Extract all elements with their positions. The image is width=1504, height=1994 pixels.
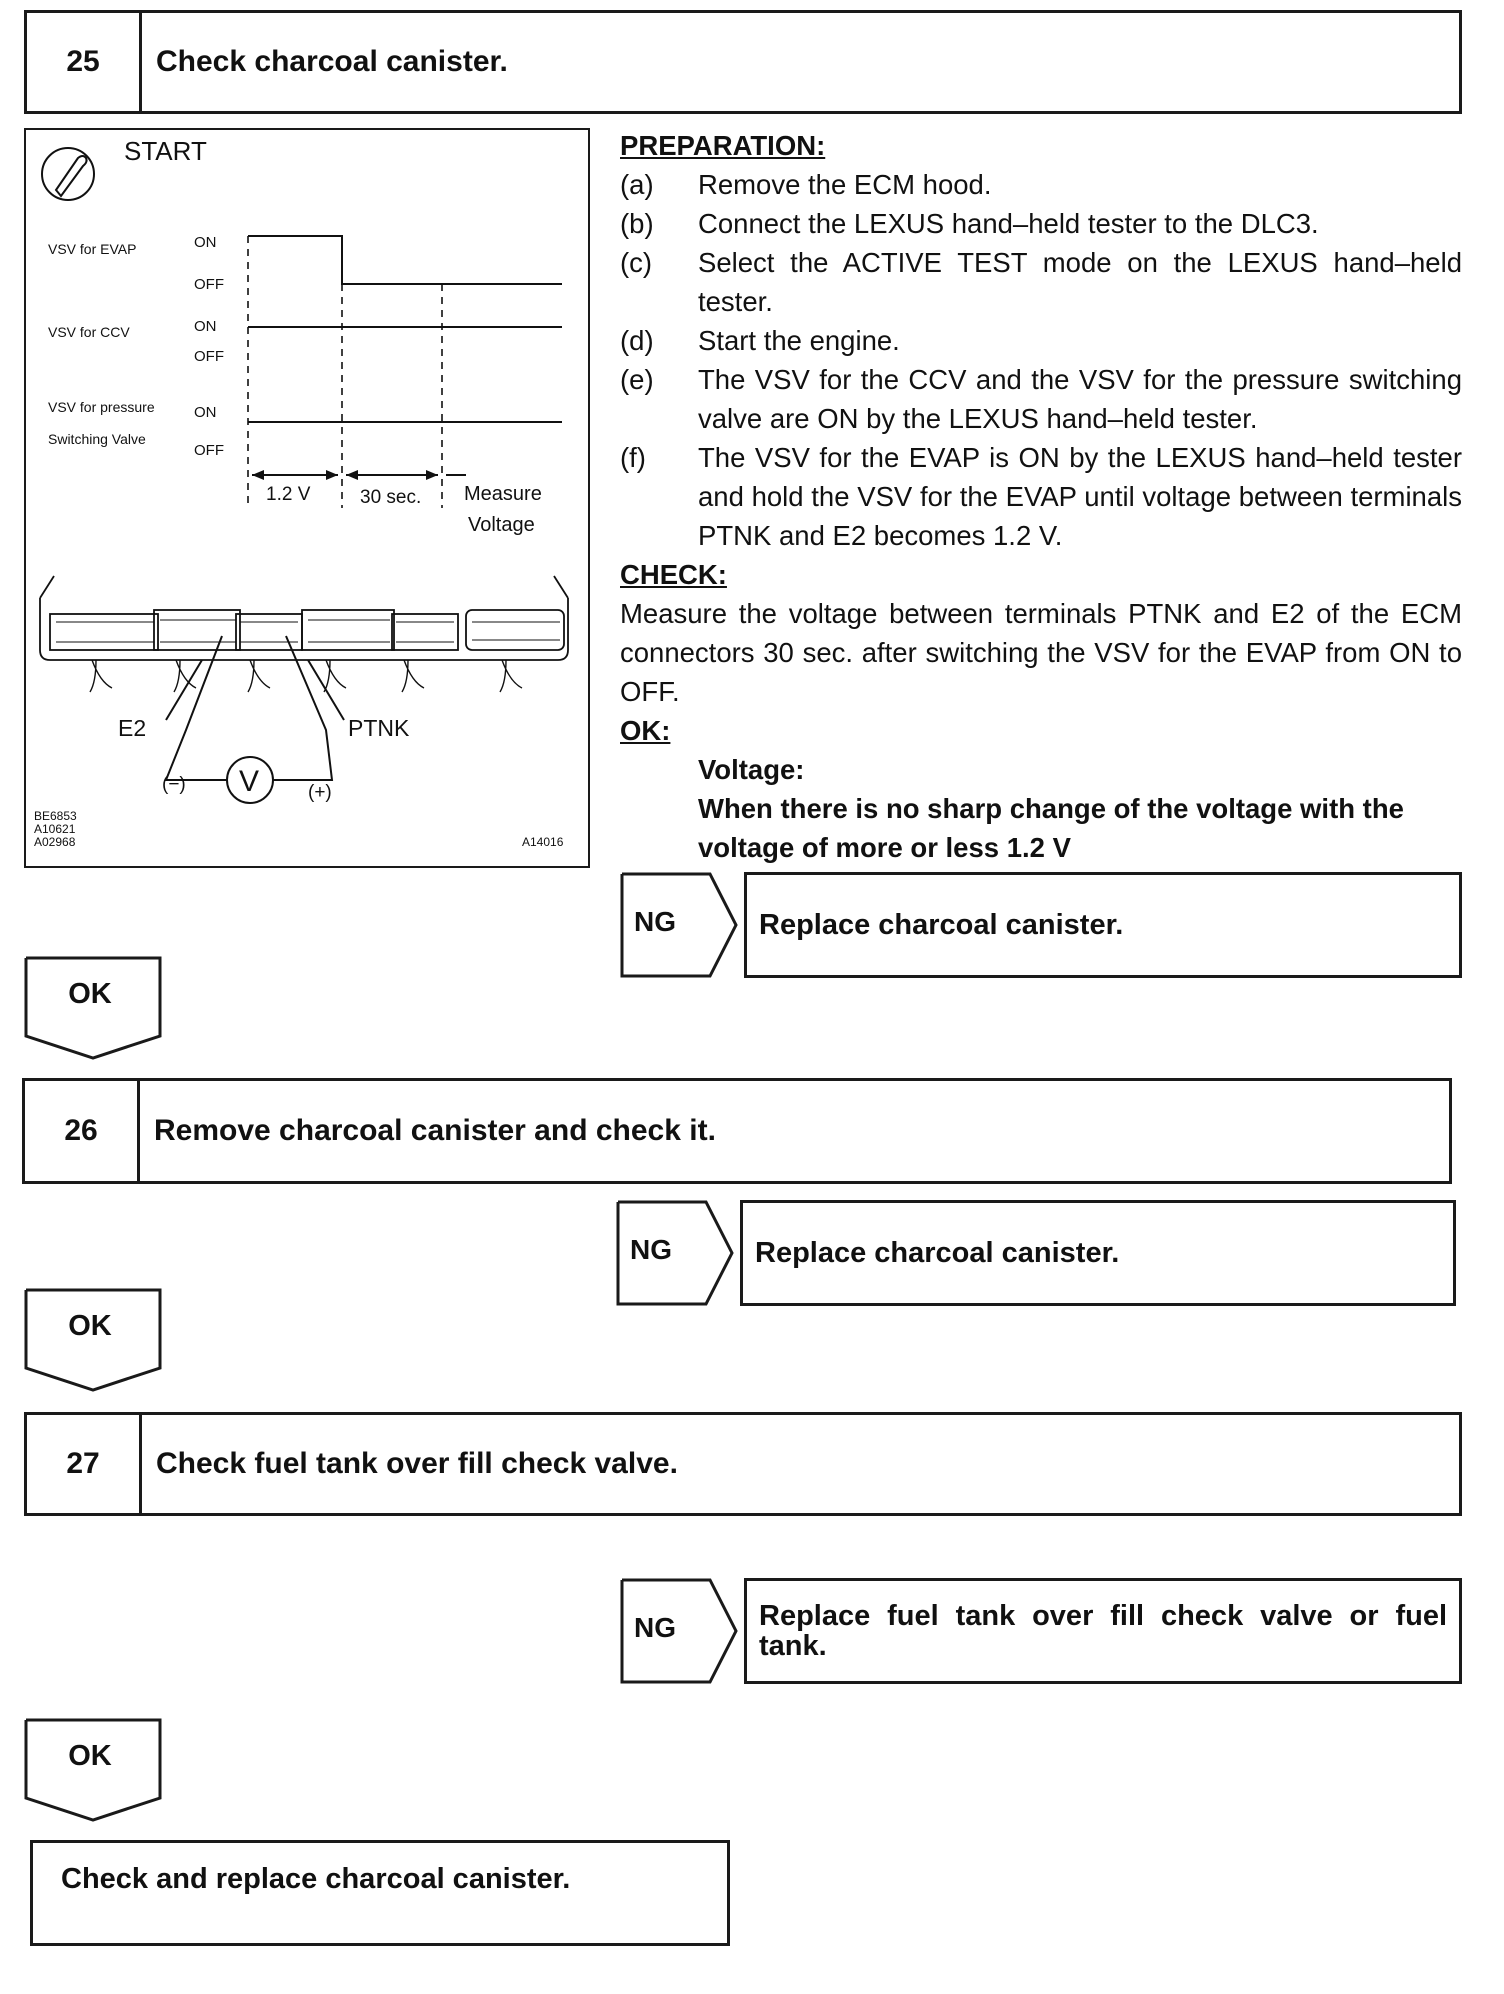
step-number: 27 (27, 1415, 142, 1513)
prep-item: (e) The VSV for the CCV and the VSV for the pressure switching valve are ON by the LEXUS hand–held tester. (620, 364, 1462, 434)
ng-arrow: NG (616, 1200, 734, 1306)
step-25-header (24, 10, 1462, 114)
figure-code: A10621 (34, 822, 76, 836)
wire-harness (90, 660, 522, 692)
check-text: Measure the voltage between terminals PTNK and E2 of the ECM connectors 30 sec. after switching the VSV for the EVAP from ON to OFF. (620, 598, 1462, 707)
ok-flow-25 (24, 956, 164, 1060)
ok-label: OK (68, 1740, 112, 1772)
voltmeter-symbol: V (239, 765, 260, 798)
waveforms (248, 236, 562, 422)
step-title: Check fuel tank over fill check valve. (156, 1447, 678, 1480)
figure-code: A02968 (34, 835, 76, 849)
row-off-ccv: OFF (194, 348, 224, 365)
figure-code: BE6853 (34, 809, 77, 823)
step-27-header (24, 1412, 1462, 1516)
preparation-heading: PREPARATION: (620, 130, 826, 161)
figure-id: A14016 (522, 835, 564, 849)
step-title: Remove charcoal canister and check it. (154, 1114, 716, 1147)
ng-arrow: NG (620, 1578, 738, 1684)
final-action-box: Check and replace charcoal canister. (30, 1840, 730, 1946)
prep-item: (b) Connect the LEXUS hand–held tester to the DLC3. (620, 208, 1319, 239)
check-heading: CHECK: (620, 559, 727, 590)
interval-2-label: 30 sec. (360, 487, 422, 508)
ok-flow-27 (24, 1718, 164, 1822)
row-label-ccv: VSV for CCV (48, 324, 130, 340)
row-on-psv: ON (194, 404, 217, 421)
ng-arrow: NG (620, 872, 738, 978)
ng-result-27 (620, 1578, 1462, 1684)
step-number: 26 (25, 1081, 140, 1181)
ng-action: Replace fuel tank over fill check valve or fuel tank. (744, 1578, 1462, 1684)
procedure-text (620, 126, 1462, 867)
step-number: 25 (27, 13, 142, 111)
terminal-ptnk-label: PTNK (348, 715, 410, 741)
interval-1-label: 1.2 V (266, 484, 311, 505)
row-on-evap: ON (194, 234, 217, 251)
ok-spec-value: When there is no sharp change of the voltage with the voltage of more or less 1.2 V (698, 793, 1404, 863)
row-off-psv: OFF (194, 442, 224, 459)
timing-and-connector-diagram (24, 128, 590, 868)
row-label-psv-2: Switching Valve (48, 431, 146, 447)
prep-item: (d) Start the engine. (620, 325, 900, 356)
row-on-ccv: ON (194, 318, 217, 335)
interval-3-label-2: Voltage (468, 514, 535, 536)
step-title: Check charcoal canister. (156, 45, 508, 78)
connector-pins (56, 620, 560, 642)
row-label-evap: VSV for EVAP (48, 241, 137, 257)
row-label-psv-1: VSV for pressure (48, 399, 155, 415)
ok-flow-26 (24, 1288, 164, 1392)
start-label: START (124, 136, 207, 166)
row-off-evap: OFF (194, 276, 224, 293)
ng-action: Replace charcoal canister. (744, 872, 1462, 978)
step-26-header (22, 1078, 1452, 1184)
ok-spec-label: Voltage: (698, 754, 805, 785)
ng-result-25 (620, 872, 1462, 978)
polarity-positive: (+) (308, 782, 332, 803)
polarity-negative: (−) (162, 774, 186, 795)
ok-label: OK (68, 1310, 112, 1342)
prep-item: (a) Remove the ECM hood. (620, 169, 992, 200)
ng-action: Replace charcoal canister. (740, 1200, 1456, 1306)
ecm-connector (40, 576, 568, 660)
ng-result-26 (616, 1200, 1456, 1306)
ok-label: OK (68, 978, 112, 1010)
prep-item: (f) The VSV for the EVAP is ON by the LEXUS hand–held tester and hold the VSV for the EVAP until voltage between terminals PTNK and E2 becomes 1.2 V. (620, 442, 1462, 551)
prep-item: (c) Select the ACTIVE TEST mode on the LEXUS hand–held tester. (620, 247, 1462, 317)
terminal-e2-label: E2 (118, 715, 147, 741)
diagram-svg (26, 130, 588, 866)
time-markers (248, 236, 442, 508)
ok-spec-heading: OK: (620, 715, 671, 746)
start-icon (42, 148, 94, 200)
interval-3-label-1: Measure (464, 483, 542, 505)
